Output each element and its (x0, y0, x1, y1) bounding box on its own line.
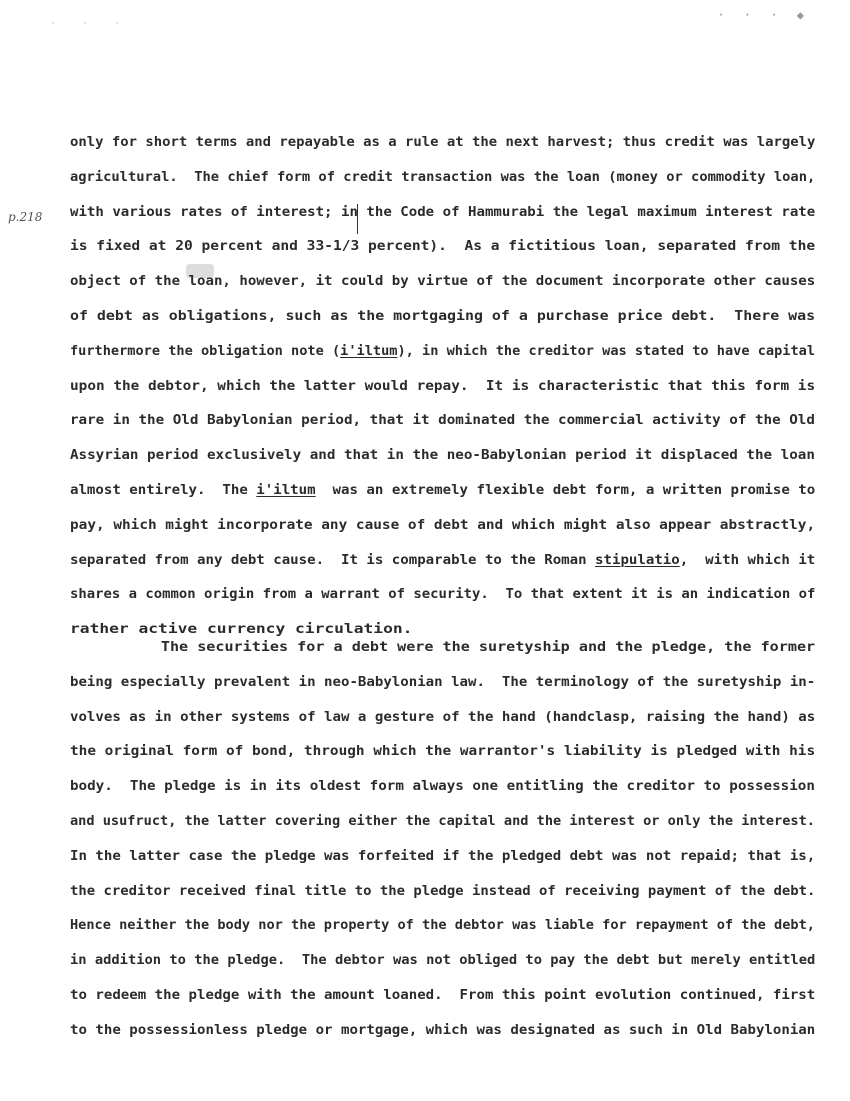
underlined-term: i'iltum (256, 483, 316, 498)
text-line: Assyrian period exclusively and that in the neo-Babylonian period it displaced the loan (70, 448, 815, 464)
text-line: In the latter case the pledge was forfeited if the pledged debt was not repaid; that is, (70, 848, 816, 864)
text-line: separated from any debt cause. It is comparable to the Roman stipulatio, with which it (70, 552, 816, 568)
scan-specks: · · · (50, 18, 131, 29)
text-line: agricultural. The chief form of credit transaction was the loan (money or commodity loan, (70, 169, 816, 185)
text-line: Hence neither the body nor the property of the debtor was liable for repayment of the debt, (70, 918, 815, 934)
text-line: body. The pledge is in its oldest form always one entitling the creditor to possession (70, 779, 815, 795)
text-line: to redeem the pledge with the amount loaned. From this point evolution continued, first (70, 988, 816, 1003)
text-line: rare in the Old Babylonian period, that it dominated the commercial activity of the Old (70, 413, 815, 429)
text-line: with various rates of interest; in the Code of Hammurabi the legal maximum interest rate (70, 204, 816, 220)
text-line: of debt as obligations, such as the mortgaging of a purchase price debt. There was (70, 309, 816, 324)
text-line: in addition to the pledge. The debtor was not obliged to pay the debt but merely entitled (70, 953, 816, 969)
underlined-term: stipulatio (595, 552, 680, 568)
text-line: volves as in other systems of law a gesture of the hand (handclasp, raising the hand) as (70, 709, 816, 725)
text-line: almost entirely. The i'iltum was an extremely flexible debt form, a written promise to (70, 483, 816, 498)
text-line: The securities for a debt were the suretyship and the pledge, the former (70, 640, 816, 655)
text-line: only for short terms and repayable as a rule at the next harvest; thus credit was largely (70, 135, 816, 150)
margin-note: p.218 (8, 210, 43, 224)
text-line: and usufruct, the latter covering either the capital and the interest or only the interest. (70, 814, 815, 829)
text-line: being especially prevalent in neo-Babylonian law. The terminology of the suretyship in- (70, 674, 816, 690)
text-line: is fixed at 20 percent and 33-1/3 percent). As a fictitious loan, separated from the (70, 239, 816, 255)
underlined-term: i'iltum (340, 343, 398, 359)
text-line: furthermore the obligation note (i'iltum), in which the creditor was stated to have capital (70, 343, 816, 359)
text-line: to the possessionless pledge or mortgage, which was designated as such in Old Babylonian (70, 1022, 816, 1038)
text-line: the original form of bond, through which the warrantor's liability is pledged with his (70, 744, 816, 760)
scan-specks: · · · ◆ (717, 8, 810, 22)
text-line: upon the debtor, which the latter would repay. It is characteristic that this form is (70, 378, 816, 394)
text-line: pay, which might incorporate any cause of debt and which might also appear abstractly, (70, 517, 816, 533)
text-line: object of the loan, however, it could by virtue of the document incorporate other causes (70, 274, 816, 290)
text-line: the creditor received final title to the pledge instead of receiving payment of the debt. (70, 883, 816, 899)
text-line: rather active currency circulation. (70, 622, 413, 638)
text-line: shares a common origin from a warrant of security. To that extent it is an indication of (70, 587, 816, 603)
